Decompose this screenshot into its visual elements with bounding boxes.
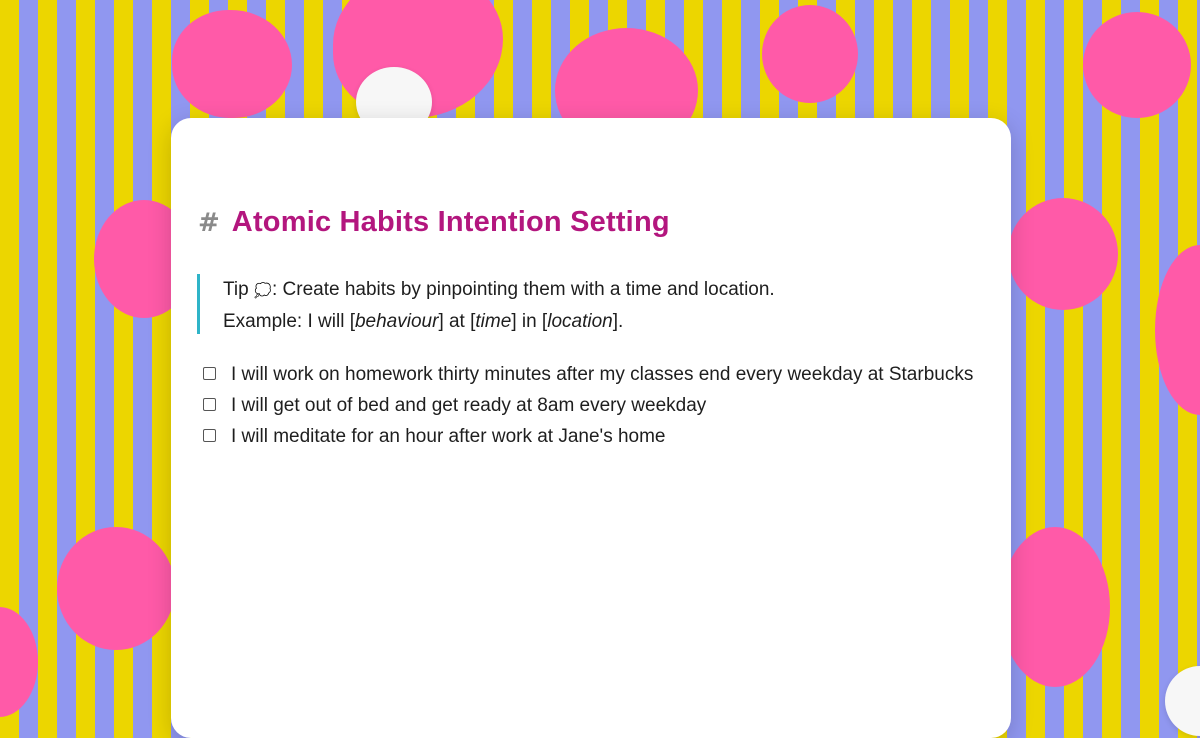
white-circle-decoration bbox=[1165, 666, 1200, 736]
tip-line bbox=[223, 274, 775, 306]
background-blob bbox=[1008, 198, 1118, 310]
example-prefix: Example: I will [ bbox=[223, 311, 355, 332]
checklist-item bbox=[203, 390, 993, 421]
background-blob bbox=[1155, 245, 1200, 415]
note-card bbox=[171, 118, 1011, 738]
example-location: location bbox=[547, 311, 613, 332]
background-blob bbox=[57, 527, 175, 650]
checkbox[interactable] bbox=[203, 398, 216, 411]
thought-bubble-icon: 💭 bbox=[254, 282, 272, 298]
background-blob bbox=[1000, 527, 1110, 687]
habit-checklist bbox=[203, 359, 993, 452]
example-time: time bbox=[475, 311, 512, 332]
background-blob bbox=[172, 10, 292, 118]
heading-marker: # bbox=[198, 208, 220, 238]
checkbox[interactable] bbox=[203, 429, 216, 442]
background-blob bbox=[762, 5, 858, 103]
example-sep: ] at [ bbox=[438, 311, 476, 332]
note-heading bbox=[198, 206, 670, 239]
checklist-item-text[interactable]: I will get out of bed and get ready at 8am every weekday bbox=[231, 395, 707, 416]
tip-text: : Create habits by pinpointing them with a time and location. bbox=[271, 279, 775, 300]
tip-callout[interactable] bbox=[197, 274, 775, 334]
example-behaviour: behaviour bbox=[354, 311, 439, 332]
background-blob bbox=[0, 607, 38, 717]
tip-prefix: Tip bbox=[223, 279, 254, 300]
note-title[interactable]: Atomic Habits Intention Setting bbox=[231, 206, 670, 238]
checklist-item-text[interactable]: I will work on homework thirty minutes after my classes end every weekday at Starbucks bbox=[231, 364, 974, 385]
background-blob bbox=[1083, 12, 1191, 118]
checkbox[interactable] bbox=[203, 367, 216, 380]
example-sep: ] in [ bbox=[511, 311, 548, 332]
example-line bbox=[223, 306, 775, 337]
checklist-item bbox=[203, 421, 993, 452]
example-suffix: ]. bbox=[612, 311, 624, 332]
checklist-item bbox=[203, 359, 993, 390]
checklist-item-text[interactable]: I will meditate for an hour after work at Jane's home bbox=[231, 426, 666, 447]
